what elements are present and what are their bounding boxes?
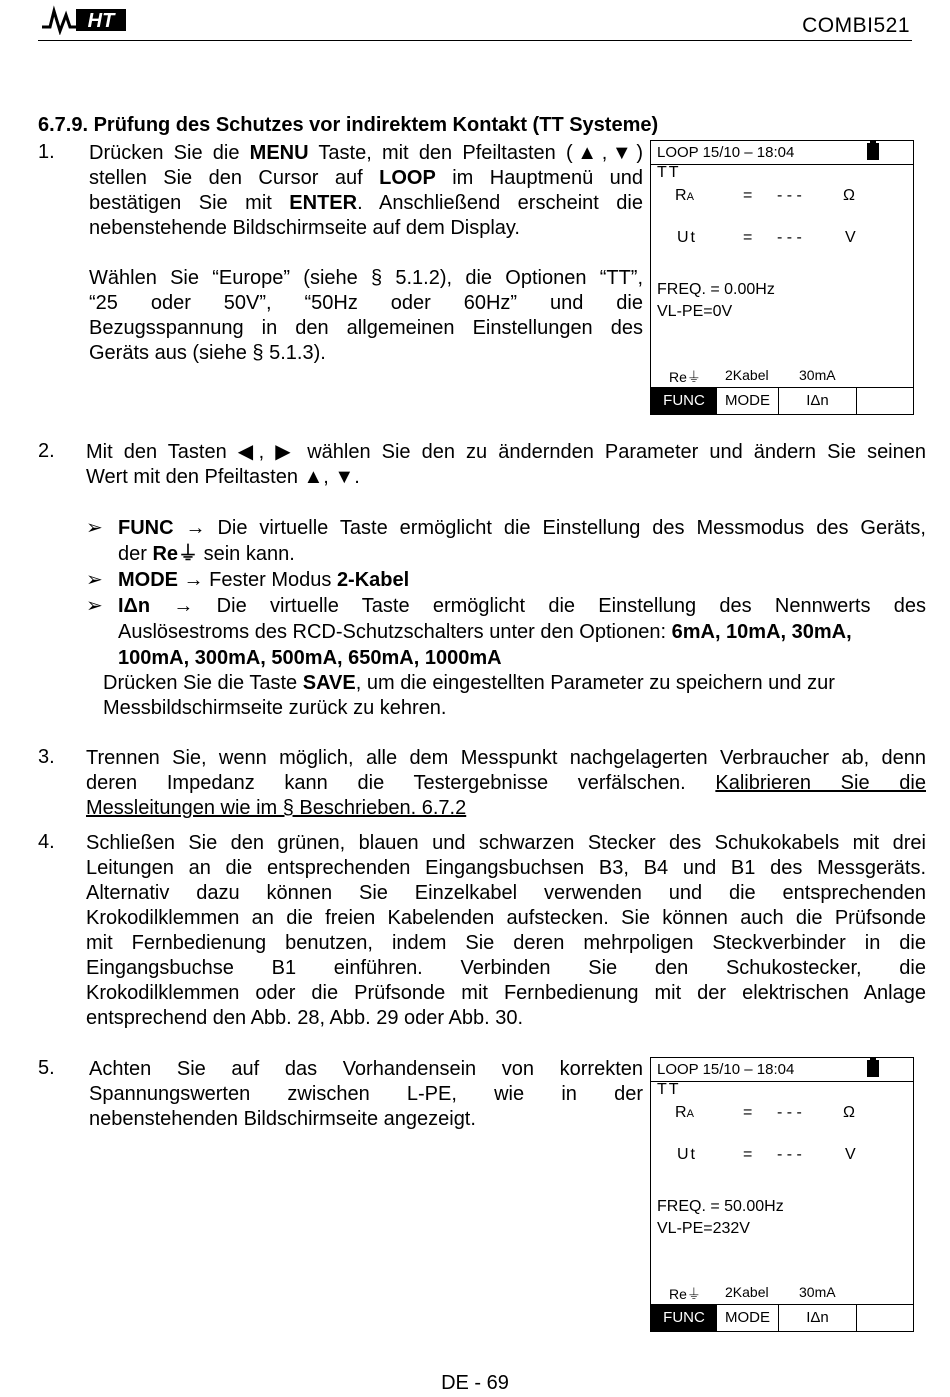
ut-label: Ut: [677, 229, 697, 246]
frequency-readout: FREQ. = 50.00Hz: [657, 1198, 784, 1215]
system-label: TT: [657, 1081, 681, 1098]
ra-value: - - -: [777, 187, 802, 204]
bullet-mode: ➢ MODE → Fester Modus 2-Kabel: [86, 569, 410, 591]
idn-key[interactable]: IΔn: [779, 1305, 857, 1331]
step-2-number: 2.: [38, 440, 55, 462]
page-number: DE - 69: [441, 1372, 509, 1394]
step-2-text: Mit den Tasten ◀, ▶ wählen Sie den zu ändernden Parameter und ändern Sie seinen Wert mit den Pfeiltasten ▲, ▼.: [86, 441, 926, 488]
mode-key[interactable]: MODE: [717, 388, 779, 414]
section-title: 6.7.9. Prüfung des Schutzes vor indirektem Kontakt (TT Systeme): [38, 114, 659, 136]
step-4-number: 4.: [38, 831, 55, 853]
option-mode: 2Kabel: [725, 367, 769, 383]
option-current: 30mA: [799, 1284, 836, 1300]
step-3-number: 3.: [38, 746, 55, 768]
step-4-text: Schließen Sie den grünen, blauen und schwarzen Stecker des Schukokabels mit drei Leitungen an die entsprechenden Eingangsbuchsen B3, B4 und B1 des Messgeräts. Alternativ dazu können Sie Einzelkabel verwenden und die entsprechenden Krokodilklemmen an die freien Kabelenden aufstecken. Sie können auch die Prüfsonde mit Fernbedienung benutzen, indem Sie deren mehrpoligen Steckverbinder in die Eingangsbuchse B1 einführen. Verbinden Sie den Schukostecker, die Krokodilklemmen oder die Prüfsonde mit Fernbedienung mit der elektrischen Anlage entsprechend den Abb. 28, Abb. 29 oder Abb. 30.: [86, 832, 926, 1029]
ra-unit: Ω: [843, 1104, 855, 1121]
option-earth: Re⏚: [669, 1286, 701, 1302]
step-1-text: Drücken Sie die MENU Taste, mit den Pfeiltasten (▲,▼) stellen Sie den Cursor auf LOOP im Hauptmenü und bestätigen Sie mit ENTER. Anschließend erscheint die nebenstehende Bildschirmseite auf dem Display.: [89, 142, 643, 239]
ra-equals: =: [743, 1104, 753, 1121]
bullet-idn: ➢ IΔn → Die virtuelle Taste ermöglicht die Einstellung des Nennwerts des Auslösestroms des RCD-Schutzschalters unter den Optionen: 6mA, 10mA, 30mA, 100mA, 300mA, 500mA, 650mA, 1000mA: [86, 595, 926, 669]
svg-text:HT: HT: [87, 10, 115, 32]
display-header: LOOP 15/10 – 18:04: [657, 1061, 795, 1078]
frequency-readout: FREQ. = 0.00Hz: [657, 281, 775, 298]
ra-equals: =: [743, 187, 753, 204]
ra-unit: Ω: [843, 187, 855, 204]
option-earth: Re⏚: [669, 369, 701, 385]
func-key[interactable]: FUNC: [651, 1305, 717, 1331]
system-label: TT: [657, 164, 681, 181]
idn-key[interactable]: IΔn: [779, 388, 857, 414]
ut-value: - - -: [777, 229, 802, 246]
ut-equals: =: [743, 229, 753, 246]
loop-display-1: [650, 140, 914, 415]
header-divider: [38, 40, 912, 41]
step-1-settings-text: Wählen Sie “Europe” (siehe § 5.1.2), die Optionen “TT”, “25 oder 50V”, “50Hz oder 60Hz” und die Bezugsspannung in den allgemeinen Einstellungen des Geräts aus (siehe § 5.1.3).: [89, 267, 643, 364]
ut-label: Ut: [677, 1146, 697, 1163]
ut-equals: =: [743, 1146, 753, 1163]
battery-icon: [867, 143, 879, 160]
model-name: COMBI521: [802, 14, 910, 37]
display-header: LOOP 15/10 – 18:04: [657, 144, 795, 161]
loop-display-2: [650, 1057, 914, 1332]
option-mode: 2Kabel: [725, 1284, 769, 1300]
mode-key[interactable]: MODE: [717, 1305, 779, 1331]
ht-logo: [40, 5, 128, 35]
step-1-number: 1.: [38, 141, 55, 163]
ra-label: RA: [675, 1104, 694, 1121]
option-current: 30mA: [799, 367, 836, 383]
ut-value: - - -: [777, 1146, 802, 1163]
save-instruction: Drücken Sie die Taste SAVE, um die eingestellten Parameter zu speichern und zur Messbildschirmseite zurück zu kehren.: [103, 672, 835, 719]
step-5-number: 5.: [38, 1057, 55, 1079]
step-5-text: Achten Sie auf das Vorhandensein von korrekten Spannungswerten zwischen L-PE, wie in der nebenstehenden Bildschirmseite angezeigt.: [89, 1058, 643, 1130]
ut-unit: V: [845, 229, 856, 246]
voltage-readout: VL-PE=232V: [657, 1220, 750, 1237]
battery-icon: [867, 1060, 879, 1077]
func-key[interactable]: FUNC: [651, 388, 717, 414]
step-3-text: Trennen Sie, wenn möglich, alle dem Messpunkt nachgelagerten Verbraucher ab, denn deren Impedanz kann die Testergebnisse verfälschen. Kalibrieren Sie die Messleitungen wie im § Beschrieben. 6.7.2: [86, 747, 926, 819]
bullet-func: ➢ FUNC → Die virtuelle Taste ermöglicht die Einstellung des Messmodus des Geräts, der Re⏚ sein kann.: [86, 517, 926, 565]
ra-label: RA: [675, 187, 694, 204]
ut-unit: V: [845, 1146, 856, 1163]
ra-value: - - -: [777, 1104, 802, 1121]
voltage-readout: VL-PE=0V: [657, 303, 733, 320]
